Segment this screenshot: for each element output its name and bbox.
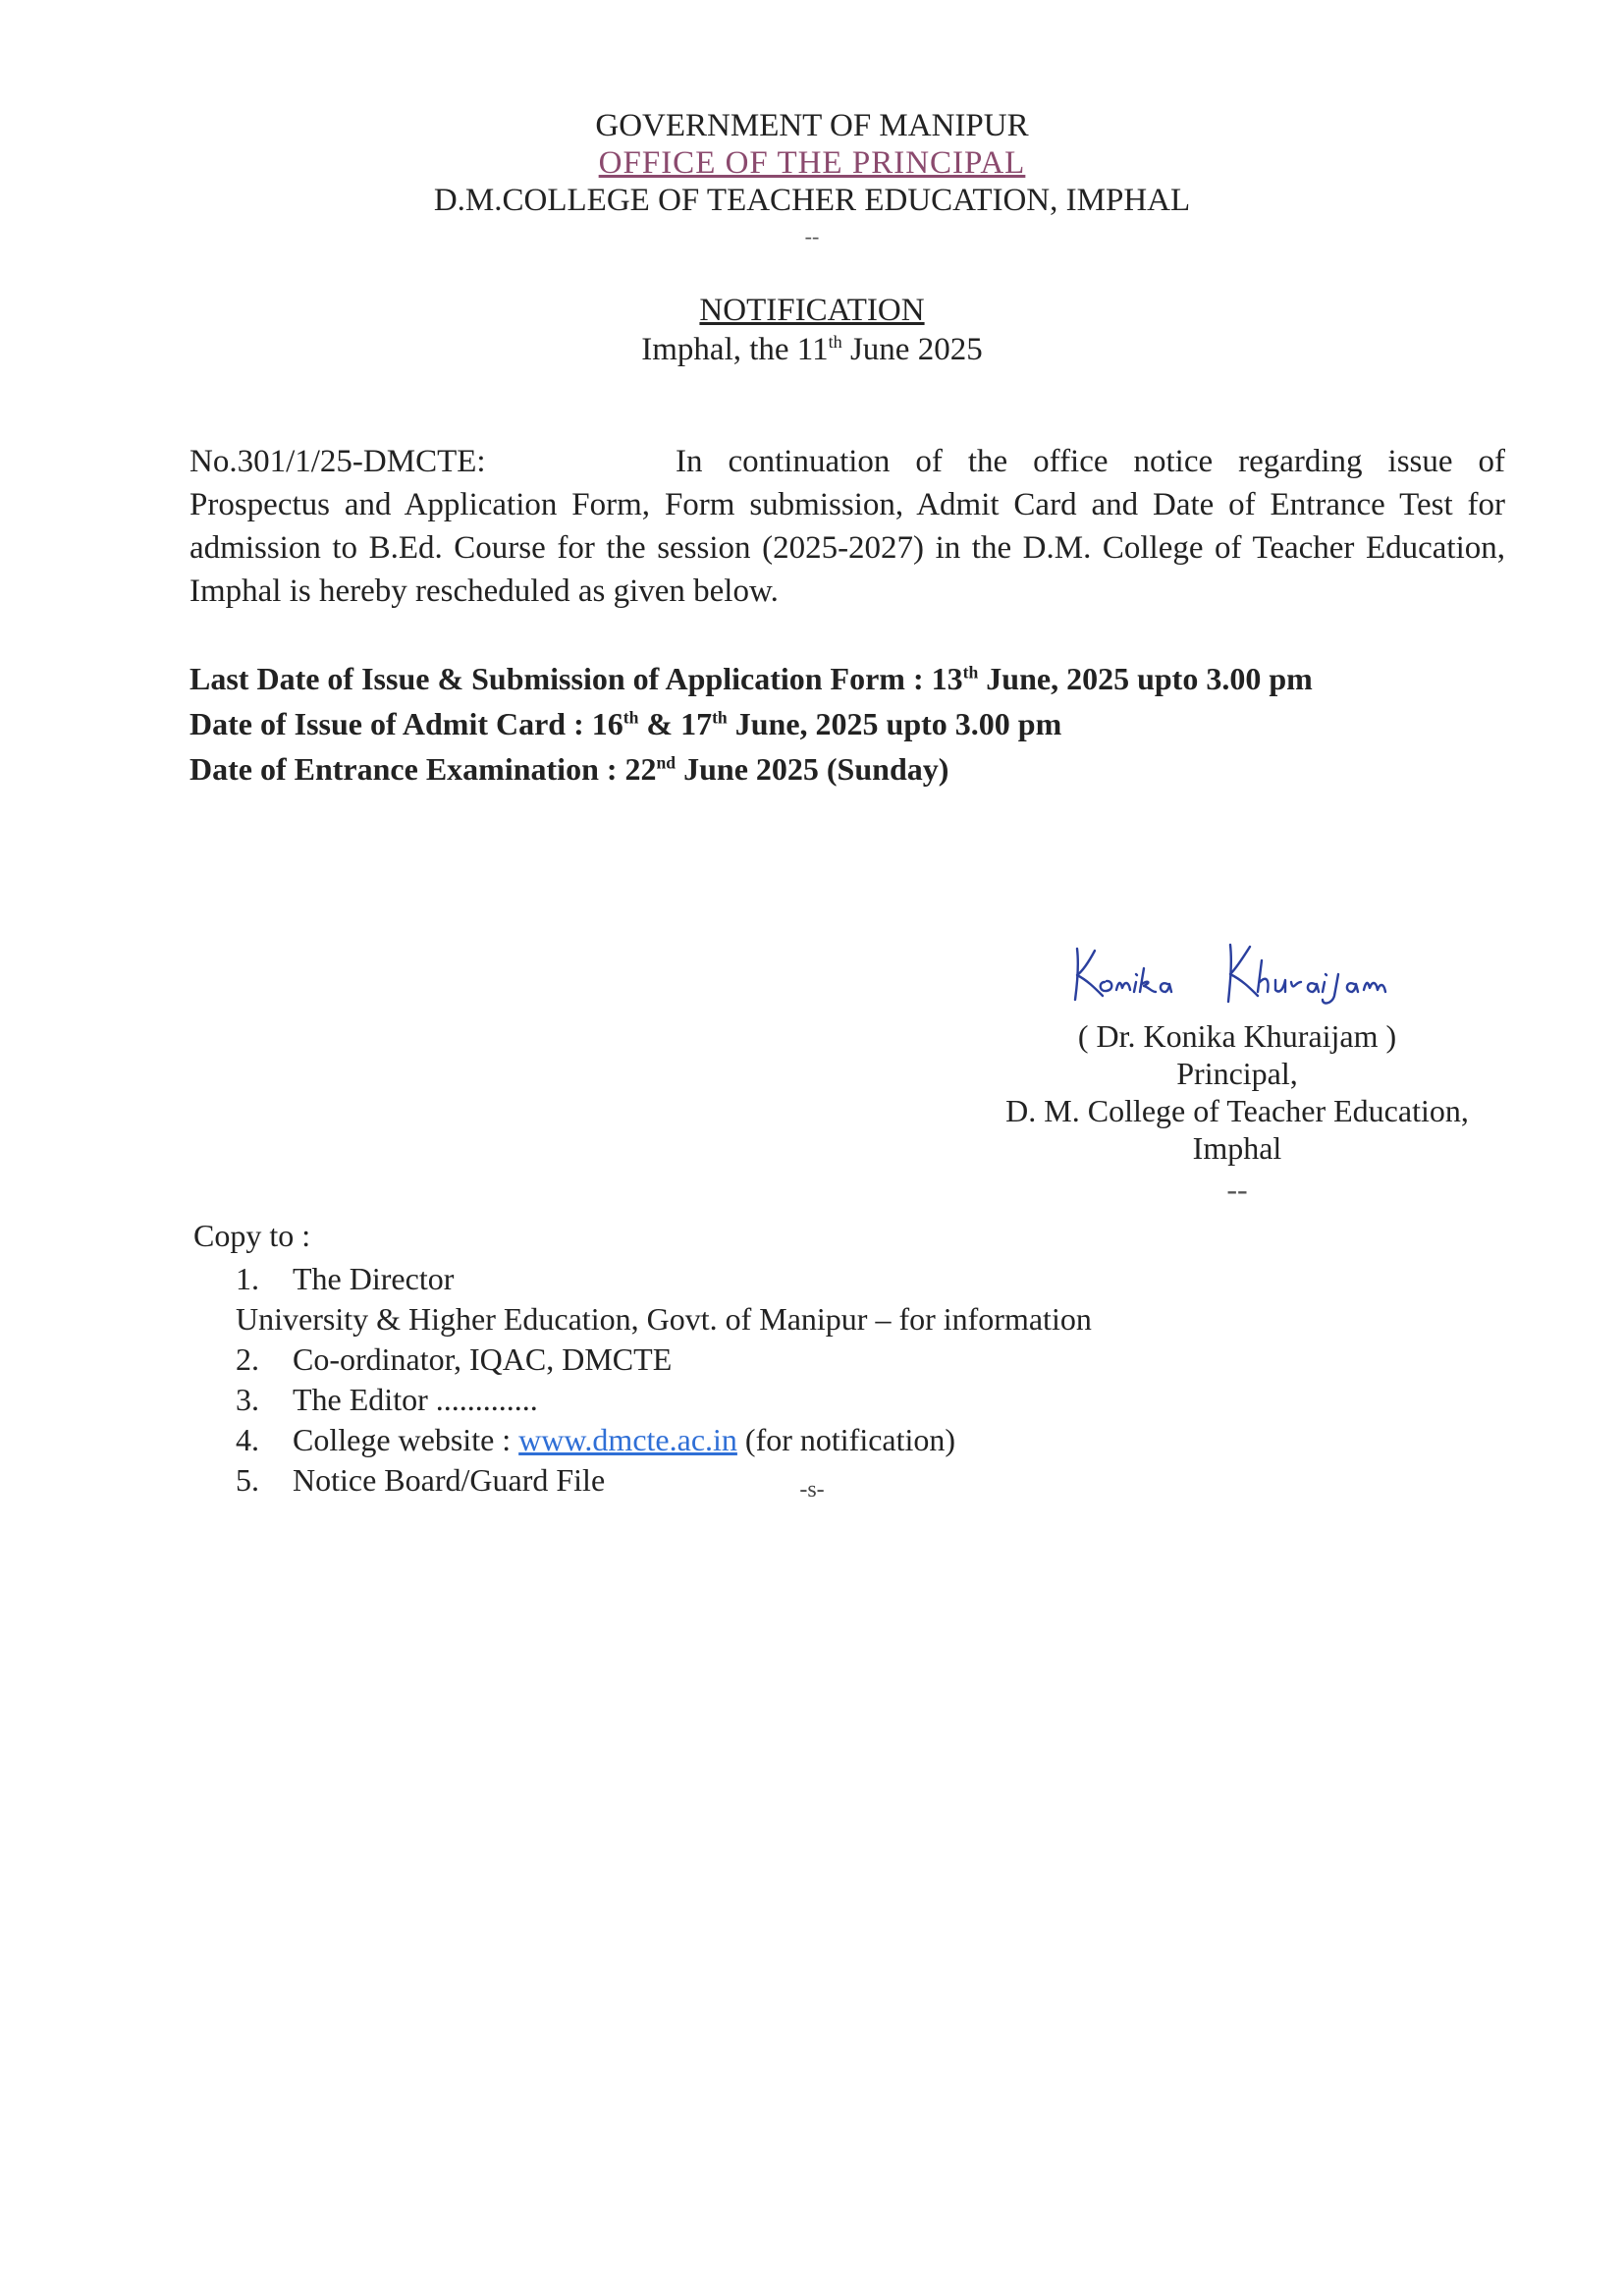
signatory-designation: Principal,: [1176, 1056, 1298, 1091]
date-sup: th: [828, 332, 842, 352]
schedule-admit-card: [189, 701, 1061, 746]
body-paragraph: [189, 440, 1505, 613]
schedule-2-after: June 2025 (Sunday): [676, 751, 949, 787]
item-text: Notice Board/Guard File: [293, 1462, 606, 1498]
list-item-sub: University & Higher Education, Govt. of Manipur – for information: [236, 1301, 1092, 1337]
item-number: 5.: [236, 1462, 259, 1498]
schedule-0-sup: th: [962, 662, 979, 683]
schedule-1-before: Date of Issue of Admit Card : 16: [189, 706, 623, 741]
signatory-place: Imphal: [1192, 1130, 1282, 1166]
copy-to-heading: Copy to :: [193, 1218, 311, 1253]
government-heading: GOVERNMENT OF MANIPUR: [595, 108, 1029, 143]
schedule-0-after: June, 2025 upto 3.00 pm: [978, 661, 1313, 696]
body-text: In continuation of the office notice regarding issue of Prospectus and Application Form, Form submission, Admit Card and Date of Entrance Test for admission to B.Ed. Course for the session (2025-2027) in the D.M. College of Teacher Education, Imphal is hereby rescheduled as given below.: [189, 444, 1505, 609]
list-item: [236, 1420, 1092, 1460]
office-heading: [0, 143, 1624, 183]
item-text: The Editor .............: [293, 1382, 538, 1417]
office-heading-text: OFFICE OF THE PRINCIPAL: [598, 145, 1026, 181]
reference-number: No.301/1/25-DMCTE:: [189, 444, 486, 479]
date-prefix: Imphal, the 11: [641, 332, 829, 367]
item-number: 4.: [236, 1422, 259, 1457]
signature-divider: --: [1226, 1172, 1248, 1207]
schedule-1-sup: th: [623, 707, 639, 728]
schedule-1-sup2: th: [712, 707, 728, 728]
item-text: College website :: [293, 1422, 519, 1457]
header-divider: --: [804, 224, 820, 248]
end-mark: -s-: [799, 1477, 825, 1503]
list-item: [236, 1259, 1092, 1299]
schedule-1-mid: & 17: [638, 706, 713, 741]
signatory-institution: D. M. College of Teacher Education,: [1005, 1093, 1469, 1128]
item-number: 3.: [236, 1382, 259, 1417]
schedule-entrance-exam: [189, 746, 948, 792]
schedule-2-before: Date of Entrance Examination : 22: [189, 751, 657, 787]
college-heading: D.M.COLLEGE OF TEACHER EDUCATION, IMPHAL: [433, 183, 1191, 218]
notification-date: [0, 332, 1624, 368]
college-website-link[interactable]: www.dmcte.ac.in: [518, 1422, 737, 1457]
schedule-0-before: Last Date of Issue & Submission of Application Form : 13: [189, 661, 963, 696]
copy-to-list: [236, 1259, 1092, 1501]
item-number: 2.: [236, 1341, 259, 1377]
list-item: [236, 1380, 1092, 1420]
item-text-after: (for notification): [736, 1422, 956, 1457]
list-item: [236, 1339, 1092, 1380]
item-text: Co-ordinator, IQAC, DMCTE: [293, 1341, 673, 1377]
date-suffix: June 2025: [841, 332, 983, 367]
signatory-name: ( Dr. Konika Khuraijam ): [1077, 1018, 1397, 1054]
schedule-application-form: [189, 656, 1313, 701]
notification-title: NOTIFICATION: [699, 293, 925, 328]
signature-image: [1065, 931, 1458, 1010]
schedule-1-after: June, 2025 upto 3.00 pm: [727, 706, 1062, 741]
schedule-2-sup: nd: [656, 752, 677, 773]
item-number: 1.: [236, 1261, 259, 1296]
item-text: The Director: [293, 1261, 455, 1296]
